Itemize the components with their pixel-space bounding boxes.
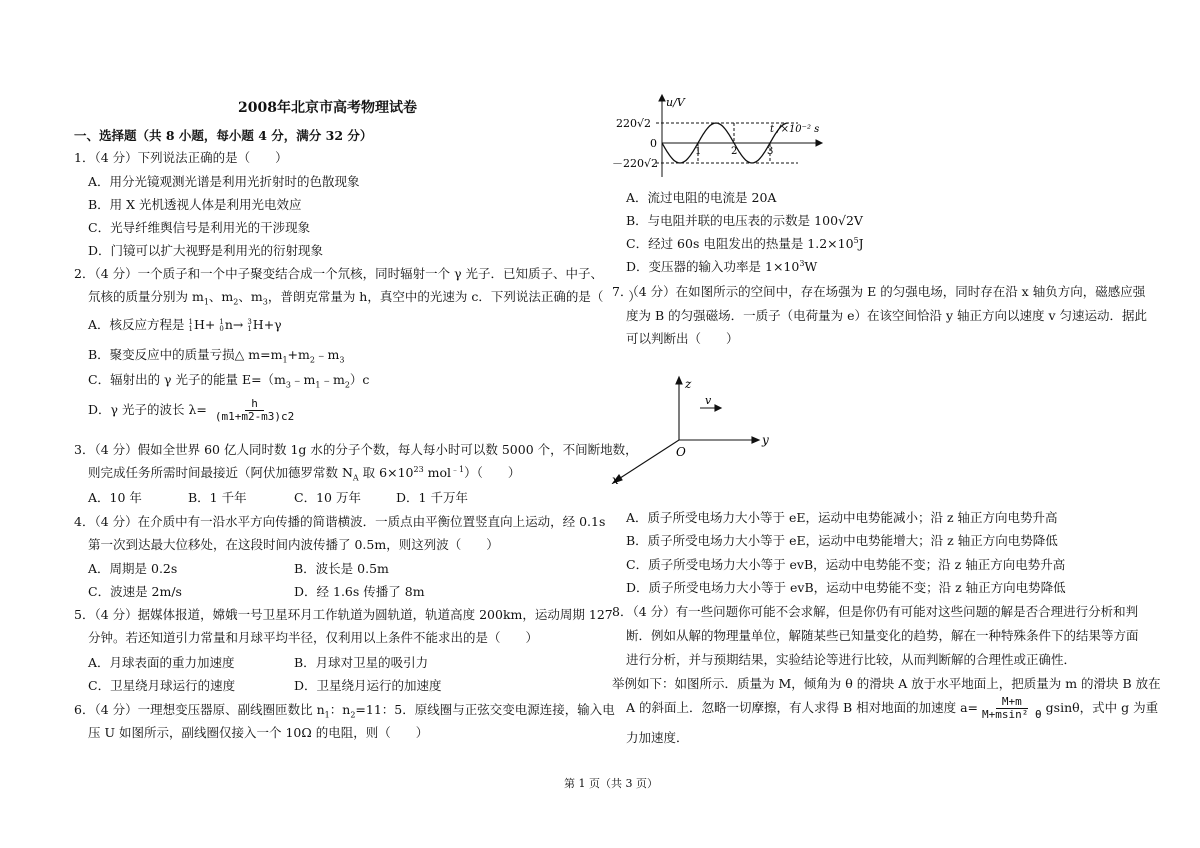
question-2-line1: 2．（4 分）一个质子和一个中子聚变结合成一个氘核，同时辐射一个 γ 光子．已知质子、中子、 bbox=[74, 266, 604, 281]
question-2-option-a: A．核反应方程是 1 1 H+ 1 0 n→ 3 1 H+γ bbox=[88, 317, 282, 333]
wavelength-fraction: $\frac{h}{(m1+m2-m3)c2}$ bbox=[214, 397, 295, 423]
graph-tick-1: 1 bbox=[695, 146, 702, 157]
coordinate-axes-diagram bbox=[606, 364, 786, 494]
graph-x-label: t /×10⁻² s bbox=[770, 124, 820, 135]
question-7-option-d: D．质子所受电场力大小等于 evB，运动中电势能不变；沿 z 轴正方向电势降低 bbox=[626, 580, 1066, 595]
question-4-option-c: C．波速是 2m/s bbox=[88, 584, 182, 599]
graph-y-label: u/V bbox=[666, 96, 685, 109]
question-8-line2: 断．例如从解的物理量单位，解随某些已知量变化的趋势，解在一种特殊条件下的结果等方面 bbox=[626, 628, 1139, 643]
question-3-option-c: C．10 万年 bbox=[294, 490, 361, 505]
question-5-option-b: B．月球对卫星的吸引力 bbox=[294, 655, 429, 670]
question-2-option-b: B．聚变反应中的质量亏损△ $m=m_1+m_2﹣m_3$ bbox=[88, 347, 345, 365]
graph-tick-3: 3 bbox=[767, 146, 774, 157]
question-2-option-d: D．γ 光子的波长 λ= $\frac{h}{(m1+m2-m3)c2}$ bbox=[88, 398, 298, 423]
question-8-line3: 进行分析，并与预期结果，实验结论等进行比较，从而判断解的合理性或正确性． bbox=[626, 652, 1077, 667]
question-6-line2: 压 U 如图所示，副线圈仅接入一个 10Ω 的电阻，则（ ） bbox=[88, 725, 429, 740]
question-5-line1: 5．（4 分）据媒体报道，嫦娥一号卫星环月工作轨道为圆轨道，轨道高度 200km，运动周期 127 bbox=[74, 607, 613, 622]
question-1-option-d: D．门镜可以扩大视野是利用光的衍射现象 bbox=[88, 243, 324, 258]
graph-tick-2: 2 bbox=[731, 146, 738, 157]
question-6-line1: 6．（4 分）一理想变压器原、副线圈匝数比 $n_1$：$n_2=11$：5．原线圈与正弦交变电源连接，输入电 bbox=[74, 702, 615, 720]
question-6-option-d: D．变压器的输入功率是 $1\times 10^3W$ bbox=[626, 258, 818, 274]
question-3-option-d: D．1 千万年 bbox=[396, 490, 468, 505]
axis-x-label: x bbox=[612, 473, 619, 487]
question-2-option-c: C．辐射出的 γ 光子的能量 $E=(m_3﹣m_1﹣m_2)c$ bbox=[88, 372, 370, 390]
question-3-option-a: A．10 年 bbox=[88, 490, 142, 505]
question-7-option-a: A．质子所受电场力大小等于 eE，运动中电势能减小；沿 z 轴正方向电势升高 bbox=[626, 510, 1058, 525]
question-4-line2: 第一次到达最大位移处，在这段时间内波传播了 0.5m，则这列波（ ） bbox=[88, 537, 499, 552]
graph-zero: 0 bbox=[650, 137, 657, 150]
question-7-option-b: B．质子所受电场力大小等于 eE，运动中电势能增大；沿 z 轴正方向电势降低 bbox=[626, 533, 1058, 548]
page-title: 2008年北京市高考物理试卷 bbox=[238, 100, 417, 116]
question-5-option-a: A．月球表面的重力加速度 bbox=[88, 655, 235, 670]
question-6-option-c: C．经过 60s 电阻发出的热量是 $1.2\times 10^5J$ bbox=[626, 235, 864, 251]
question-3-option-b: B．1 千年 bbox=[188, 490, 247, 505]
question-7-line1: 7．（4 分）在如图所示的空间中，存在场强为 E 的匀强电场，同时存在沿 x 轴负方向，磁感应强 bbox=[612, 284, 1146, 299]
velocity-label: v bbox=[705, 394, 712, 407]
origin-label: O bbox=[676, 445, 686, 459]
question-1-option-b: B．用 X 光机透视人体是利用光电效应 bbox=[88, 197, 302, 212]
question-7-option-c: C．质子所受电场力大小等于 evB，运动中电势能不变；沿 z 轴正方向电势升高 bbox=[626, 557, 1066, 572]
axis-y-label: y bbox=[762, 433, 769, 447]
question-3-line2: 则完成任务所需时间最接近（阿伏加德罗常数 $N_A$ 取 $6\times 10^{23}$ mol$^{﹣1}$）（ ） bbox=[88, 464, 521, 483]
question-3-line1: 3．（4 分）假如全世界 60 亿人同时数 1g 水的分子个数，每人每小时可以数 5000 个，不间断地数， bbox=[74, 442, 638, 457]
question-4-line1: 4．（4 分）在介质中有一沿水平方向传播的简谐横波．一质点由平衡位置竖直向上运动，经 0.1s bbox=[74, 514, 606, 529]
question-8-line6: 力加速度． bbox=[626, 730, 689, 745]
question-1-stem: 1．（4 分）下列说法正确的是（ ） bbox=[74, 150, 288, 165]
graph-y-bottom: －220√2 bbox=[612, 157, 659, 170]
question-6-option-a: A．流过电阻的电流是 20A bbox=[626, 190, 777, 205]
question-1-option-c: C．光导纤维舆信号是利用光的干涉现象 bbox=[88, 220, 311, 235]
graph-y-top: 220√2 bbox=[616, 117, 652, 130]
question-4-option-a: A．周期是 0.2s bbox=[88, 561, 178, 576]
acceleration-fraction: $\frac{M+m}{\text{M+msin² θ}}$ bbox=[982, 695, 1042, 721]
question-8-line1: 8．（4 分）有一些问题你可能不会求解，但是你仍有可能对这些问题的解是否合理进行分析和判 bbox=[612, 604, 1139, 619]
question-8-line5: A 的斜面上．忽略一切摩擦，有人求得 B 相对地面的加速度 a= $\frac{M+m}{\text{M+msin² θ}}$ gsinθ，式中 g 为重 bbox=[626, 695, 1159, 721]
question-7-line3: 可以判断出（ ） bbox=[626, 331, 739, 346]
question-4-option-b: B．波长是 0.5m bbox=[294, 561, 389, 576]
voltage-waveform-graph bbox=[612, 92, 842, 182]
question-1-option-a: A．用分光镜观测光谱是利用光折射时的色散现象 bbox=[88, 174, 360, 189]
question-6-option-b: B．与电阻并联的电压表的示数是 100√2V bbox=[626, 213, 863, 228]
section-heading: 一、选择题（共 8 小题，每小题 4 分，满分 32 分） bbox=[74, 128, 373, 143]
question-5-option-d: D．卫星绕月运行的加速度 bbox=[294, 678, 442, 693]
question-5-option-c: C．卫星绕月球运行的速度 bbox=[88, 678, 236, 693]
question-7-line2: 度为 B 的匀强磁场．一质子（电荷量为 e）在该空间恰沿 y 轴正方向以速度 v 匀速运动．据此 bbox=[626, 308, 1148, 323]
question-2-line2: 氘核的质量分别为 $m_1$、$m_2$、$m_3$，普朗克常量为 h，真空中的光速为 c．下列说法正确的是（ ） bbox=[88, 289, 641, 307]
question-8-line4: 举例如下：如图所示．质量为 M，倾角为 θ 的滑块 A 放于水平地面上，把质量为 m 的滑块 B 放在 bbox=[612, 676, 1161, 691]
question-4-option-d: D．经 1.6s 传播了 8m bbox=[294, 584, 425, 599]
page-footer: 第 1 页（共 3 页） bbox=[564, 777, 658, 790]
question-5-line2: 分钟。若还知道引力常量和月球平均半径，仅利用以上条件不能求出的是（ ） bbox=[88, 630, 539, 645]
axis-z-label: z bbox=[685, 377, 692, 391]
